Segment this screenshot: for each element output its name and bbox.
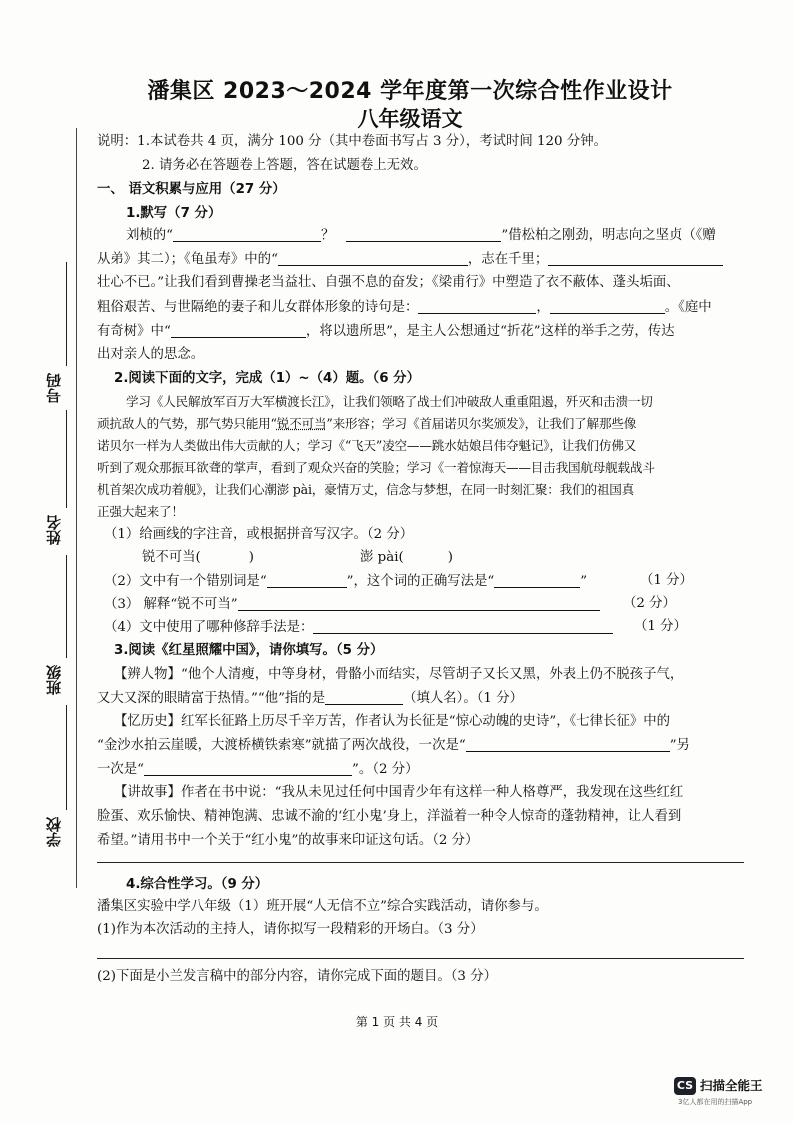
- answer-blank[interactable]: [418, 298, 536, 314]
- underlined-word: 锐不可当: [276, 416, 327, 431]
- q2-sub-1-b: [360, 549, 750, 567]
- text: 刘桢的“: [126, 228, 174, 243]
- text: （填人名）。（1 分）: [403, 691, 523, 706]
- q3-label: 3.阅读《红星照耀中国》，请你填写。（5 分）: [114, 643, 384, 658]
- id-number-line: [66, 262, 67, 366]
- id-number-label: 号码: [45, 373, 63, 403]
- text: ”来形容；学习《首届诺贝尔奖颁发》，让我们了解那些像: [326, 416, 637, 431]
- text: 又大又深的眼睛富于热情。”“他”指的是: [97, 691, 326, 706]
- q4-sub-2: (2)下面是小兰发言稿中的部分内容，请你完成下面的题目。（3 分）: [97, 969, 497, 984]
- q3-identify-2: [97, 689, 750, 708]
- text: “金沙水拍云崖暖，大渡桥横铁索寒”就描了两次战役，一次是“: [97, 738, 466, 753]
- answer-blank[interactable]: [278, 250, 468, 266]
- q2-passage-1: 学习《人民解放军百万大军横渡长江》，让我们领略了战士们冲破敌人重重阻遏，歼灭和击溃一切: [126, 394, 653, 409]
- q2-label: 2.阅读下面的文字，完成（1）~（4）题。（6 分）: [114, 371, 420, 386]
- text: 澎 pài(: [360, 550, 404, 565]
- text: （4）文中使用了哪种修辞手法是：: [104, 620, 314, 635]
- text: ？: [321, 228, 335, 243]
- q2-passage-3: 诺贝尔一样为人类做出伟大贡献的人；学习《“飞天”凌空——跳水姑娘吕伟夺魁记》，让我们仿佛又: [97, 438, 637, 453]
- text: （3） 解释“锐不可当”: [104, 597, 238, 612]
- q2-passage-4: 听到了观众那振耳欲聋的掌声，看到了观众兴奋的笑脸；学习《一着惊海天——目击我国航母舰载战斗: [97, 460, 655, 475]
- camscanner-logo-icon: CS: [674, 1077, 696, 1095]
- answer-line[interactable]: [97, 958, 744, 959]
- school-line: [66, 705, 67, 810]
- q4-intro: 潘集区实验中学八年级（1）班开展“人无信不立”综合实践活动，请你参与。: [97, 899, 548, 914]
- answer-blank[interactable]: [313, 618, 613, 634]
- q2-sub-2-score: （1 分）: [640, 573, 693, 588]
- answer-line[interactable]: [97, 862, 744, 863]
- text: ，将以遗所思”，是主人公想通过“折花”这样的举手之劳，传达: [305, 324, 675, 339]
- text: ”，这个词的正确写法是“: [346, 574, 495, 589]
- text: 从弟》其二）；《龟虽寿》中的“: [97, 252, 278, 267]
- q1-line-4: [97, 298, 750, 317]
- q3-story-1: 【讲故事】作者在书中说：“我从未见过任何中国青少年有这样一种人格尊严，我发现在这些红红: [114, 785, 684, 800]
- q2-sub-4-score: （1 分）: [634, 619, 687, 634]
- camscanner-name: 扫描全能王: [700, 1078, 763, 1093]
- answer-blank[interactable]: [548, 250, 723, 266]
- q4-sub-1: (1)作为本次活动的主持人，请你拟写一段精彩的开场白。（3 分）: [97, 922, 484, 937]
- answer-blank[interactable]: [325, 689, 403, 705]
- text: ，志在千里；: [467, 252, 549, 267]
- text: 一次是“: [97, 762, 145, 777]
- answer-blank[interactable]: [466, 736, 670, 752]
- text: ”借松柏之刚劲，明志向之坚贞（《赠: [501, 228, 716, 243]
- answer-blank[interactable]: [144, 760, 352, 776]
- q3-history-1: 【忆历史】红军长征路上历尽千辛万苦，作者认为长征是“惊心动魄的史诗”，《七律长征》中的: [114, 714, 671, 729]
- q3-identify-1: 【辨人物】“他个人清瘦，中等身材，骨骼小而结实，尽管胡子又长又黑，外表上仍不脱孩子气，: [114, 667, 684, 682]
- instruction-1: 说明：1.本试卷共 4 页，满分 100 分（其中卷面书写占 3 分），考试时间 120 分钟。: [97, 134, 608, 149]
- q2-passage-5: 机首架次成功着舰》，让我们心潮澎 pài，豪情万丈，信念与梦想，在同一时刻汇聚：我们的祖国真: [97, 482, 635, 497]
- q1-line-1: [126, 226, 750, 245]
- text: 有奇树》中“: [97, 324, 171, 339]
- q1-line-2: [97, 250, 750, 269]
- exam-subject: 八年级语文: [357, 107, 463, 131]
- answer-blank[interactable]: [550, 298, 665, 314]
- text: 顽抗敌人的气势，那气势只能用“: [97, 416, 277, 431]
- text: ”另: [669, 738, 690, 753]
- page-number: 第 1 页 共 4 页: [355, 1015, 439, 1029]
- q2-sub-3-score: （2 分）: [623, 596, 676, 611]
- text: ): [447, 550, 453, 565]
- q2-passage-2: [97, 415, 750, 433]
- exam-title: 潘集区 2023～2024 学年度第一次综合性作业设计: [147, 79, 673, 104]
- student-name-label: 姓名: [45, 515, 63, 545]
- camscanner-tagline: 3亿人都在用的扫描App: [678, 1098, 753, 1106]
- text: ”: [580, 574, 588, 589]
- q1-label: 1.默写（7 分）: [126, 206, 222, 221]
- class-label: 班级: [45, 665, 63, 695]
- student-name-line: [66, 410, 67, 508]
- text: ): [248, 550, 255, 565]
- section-1-heading: 一、 语文积累与应用（27 分）: [97, 182, 286, 197]
- q3-story-2: 脸蛋、欢乐愉快、精神饱满、忠诚不渝的‘红小鬼’身上，洋溢着一种令人惊奇的蓬勃精神，让人看到: [97, 809, 682, 824]
- q1-line-5: [97, 322, 750, 341]
- text: ，: [536, 300, 550, 315]
- answer-blank[interactable]: [171, 322, 306, 338]
- school-label: 学校: [45, 817, 63, 847]
- q3-history-2: [97, 736, 750, 755]
- q2-sub-1: （1）给画线的字注音，或根据拼音写汉字。（2 分）: [104, 527, 414, 542]
- text: 。《庭中: [664, 300, 712, 315]
- text: 锐不可当(: [142, 550, 201, 565]
- q4-label: 4.综合性学习。（9 分）: [126, 877, 269, 892]
- class-line: [66, 555, 67, 658]
- answer-blank[interactable]: [346, 226, 501, 242]
- text: 粗俗艰苦、与世隔绝的妻子和儿女群体形象的诗句是：: [97, 300, 419, 315]
- text: （2）文中有一个错别词是“: [104, 574, 267, 589]
- q3-story-3: 希望。”请用书中一个关于“红小鬼”的故事来印证这句话。（2 分）: [97, 833, 479, 848]
- instruction-2: 2. 请务必在答题卷上答题，答在试题卷上无效。: [142, 158, 427, 173]
- binding-line: [76, 128, 77, 888]
- q2-passage-6: 正强大起来了！: [97, 504, 184, 519]
- answer-blank[interactable]: [238, 595, 600, 611]
- q1-line-3: 壮心不已。”让我们看到曹操老当益壮、自强不息的奋发；《梁甫行》中塑造了衣不蔽体、蓬头垢面、: [97, 275, 680, 290]
- answer-blank[interactable]: [173, 226, 321, 242]
- q1-line-6: 出对亲人的思念。: [97, 347, 205, 362]
- answer-blank[interactable]: [267, 572, 347, 588]
- answer-blank[interactable]: [494, 572, 580, 588]
- q3-history-3: [97, 760, 750, 779]
- text: ”。（2 分）: [352, 762, 419, 777]
